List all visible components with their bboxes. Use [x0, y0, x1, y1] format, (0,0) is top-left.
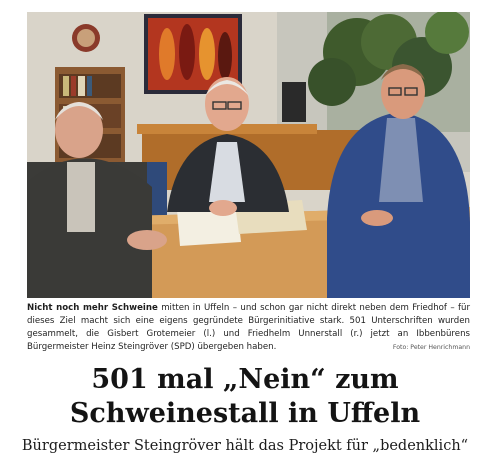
photo-credit: Foto: Peter Henrichmann: [392, 344, 470, 351]
news-photo: [27, 12, 470, 298]
caption-body: mitten in Uffeln – und schon gar nicht direkt neben dem Friedhof – für dieses Ziel macht sich eine eigens gegründete Bürgerinitiative stark. 501 Unterschriften wurden gesammelt, die Gisbert Grotemeier (l.) und Friedhelm Unnerstall (r.) jetzt an Ibbenbürens Bürgermeister Heinz Steingröver (SPD) übergeben haben.: [27, 303, 470, 352]
subheadline: Bürgermeister Steingröver hält das Projekt für „bedenklich“: [21, 438, 469, 454]
headline-line-2: Schweinestall in Uffeln: [69, 398, 421, 429]
caption-lead: Nicht noch mehr Schweine: [27, 303, 158, 313]
headline-line-1: 501 mal „Nein“ zum: [91, 364, 399, 395]
